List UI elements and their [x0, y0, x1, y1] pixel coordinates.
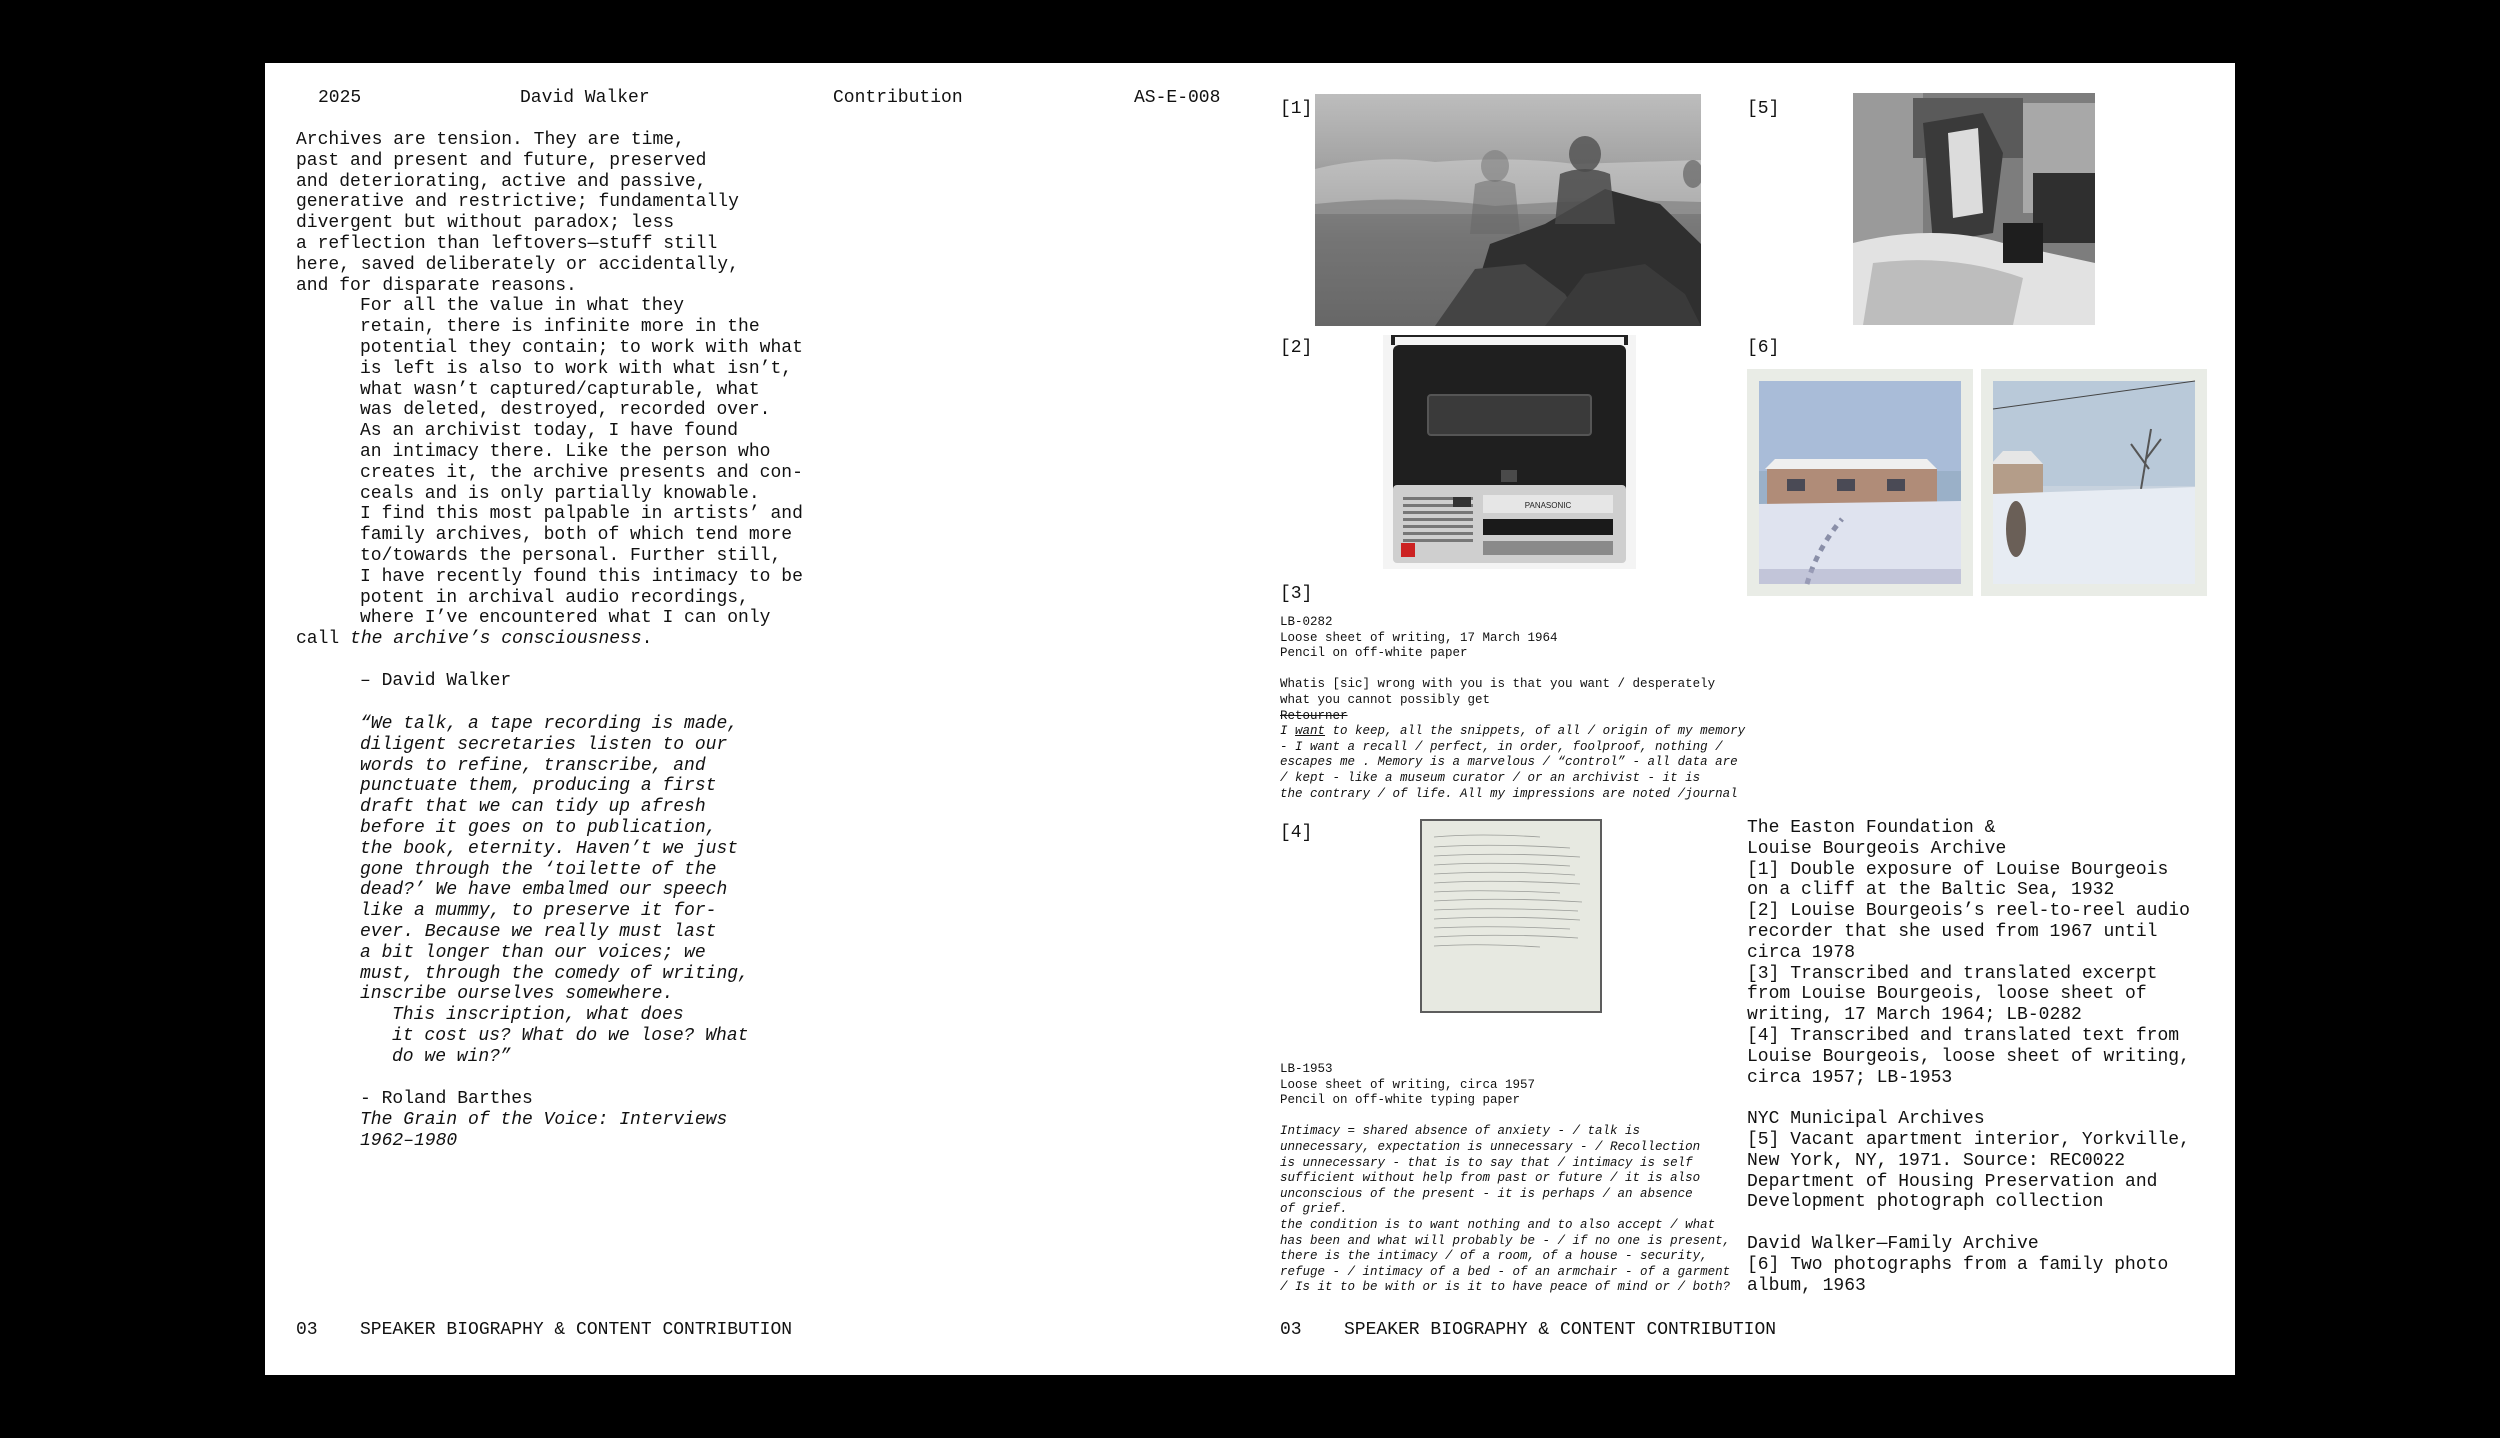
quote-line: a bit longer than our voices; we	[360, 942, 706, 963]
transcription-line: Intimacy = shared absence of anxiety - / talk is	[1280, 1124, 1641, 1139]
credit-line: [4] Transcribed and translated text from	[1747, 1025, 2180, 1046]
transcription-line: the contrary / of life. All my impressions are noted /journal	[1280, 786, 1738, 801]
figure-label-4: [4]	[1280, 823, 1313, 843]
essay-body	[296, 130, 803, 692]
credit-line: New York, NY, 1971. Source: REC0022	[1747, 1150, 2126, 1171]
essay-line: I have recently found this intimacy to be	[360, 566, 803, 587]
essay-line: and for disparate reasons.	[296, 275, 577, 296]
transcription-line: I want to keep, all the snippets, of all / origin of my memory	[1280, 724, 1746, 739]
family-photo-right	[1981, 369, 2207, 596]
quote-line: it cost us? What do we lose? What	[392, 1025, 749, 1046]
footer-page-number: 03	[1280, 1320, 1302, 1340]
transcription-line: the condition is to want nothing and to also accept / what	[1280, 1217, 1716, 1232]
essay-line: For all the value in what they	[360, 296, 685, 317]
quote-line: diligent secretaries listen to our	[360, 734, 728, 755]
credit-line: album, 1963	[1747, 1275, 1866, 1296]
quote-line: do we win?”	[392, 1046, 511, 1067]
snowy-street-image	[1981, 369, 2207, 596]
quote-line: punctuate them, producing a first	[360, 776, 717, 797]
header-code: AS-E-008	[1134, 88, 1221, 108]
credit-line: Development photograph collection	[1747, 1192, 2104, 1213]
credit-line: David Walker—Family Archive	[1747, 1233, 2039, 1254]
credit-line: [5] Vacant apartment interior, Yorkville,	[1747, 1129, 2190, 1150]
handwritten-sheet-photo	[1420, 819, 1602, 1013]
reel-recorder-photo	[1383, 335, 1636, 569]
credit-line: [3] Transcribed and translated excerpt	[1747, 963, 2158, 984]
essay-line: divergent but without paradox; less	[296, 213, 675, 234]
recorder-brand: PANASONIC	[1524, 501, 1572, 510]
essay-paragraph	[296, 130, 803, 296]
essay-line: retain, there is infinite more in the	[360, 317, 760, 338]
quote-line: the book, eternity. Haven’t we just	[360, 838, 739, 859]
credit-line: NYC Municipal Archives	[1747, 1109, 1985, 1130]
essay-signature: – David Walker	[360, 670, 512, 691]
essay-line: ceals and is only partially knowable.	[360, 483, 760, 504]
footer-title: SPEAKER BIOGRAPHY & CONTENT CONTRIBUTION	[360, 1320, 793, 1340]
essay-line: here, saved deliberately or accidentally,	[296, 254, 739, 275]
essay-line: potent in archival audio recordings,	[360, 587, 749, 608]
double-exposure-photo	[1315, 94, 1701, 326]
quote-source	[360, 1110, 727, 1152]
credit-line: Louise Bourgeois Archive	[1747, 838, 2007, 859]
credit-line: from Louise Bourgeois, loose sheet of	[1747, 984, 2147, 1005]
handwriting-sheet-image	[1420, 819, 1602, 1013]
essay-line: what wasn’t captured/capturable, what	[360, 379, 760, 400]
vacant-apartment-image	[1853, 93, 2095, 325]
essay-paragraph	[296, 296, 803, 421]
figure-label-6: [6]	[1747, 338, 1780, 358]
footer-title: SPEAKER BIOGRAPHY & CONTENT CONTRIBUTION	[1344, 1320, 1777, 1340]
document-description: Loose sheet of writing, circa 1957	[1280, 1077, 1536, 1092]
transcription-line: sufficient without help from past or future / it is also	[1280, 1171, 1701, 1186]
quote-line: dead?’ We have embalmed our speech	[360, 880, 728, 901]
credit-line: circa 1978	[1747, 942, 1856, 963]
quote-line: This inscription, what does	[392, 1005, 684, 1026]
document-id: LB-0282	[1280, 615, 1333, 629]
transcription-line: / kept - like a museum curator / or an archivist - it is	[1280, 770, 1701, 785]
credit-line: [1] Double exposure of Louise Bourgeois	[1747, 859, 2169, 880]
credit-line: writing, 17 March 1964; LB-0282	[1747, 1005, 2082, 1026]
quote-line: draft that we can tidy up afresh	[360, 797, 706, 818]
essay-line: to/towards the personal. Further still,	[360, 545, 782, 566]
transcription-line: unconscious of the present - it is perhaps / an absence	[1280, 1186, 1693, 1201]
quote-source-line: The Grain of the Voice: Interviews	[360, 1110, 728, 1130]
essay-line: is left is also to work with what isn’t,	[360, 358, 793, 379]
transcription-line: has been and what will probably be - / if no one is present,	[1280, 1233, 1731, 1248]
transcription-line: - I want a recall / perfect, in order, foolproof, nothing /	[1280, 739, 1723, 754]
credit-line: [6] Two photographs from a family photo	[1747, 1254, 2169, 1275]
essay-line: an intimacy there. Like the person who	[360, 441, 771, 462]
struck-word: Retourner	[1280, 708, 1348, 723]
credit-line: Louise Bourgeois, loose sheet of writing,	[1747, 1046, 2190, 1067]
cliff-figures-image	[1315, 94, 1701, 326]
essay-line: was deleted, destroyed, recorded over.	[360, 400, 771, 421]
essay-line: As an archivist today, I have found	[360, 421, 739, 442]
essay-last-line: call the archive’s consciousness.	[296, 629, 653, 650]
quote-source-line: 1962–1980	[360, 1130, 458, 1151]
transcription-line: there is the intimacy / of a room, of a house - security,	[1280, 1249, 1708, 1264]
header-section: Contribution	[833, 88, 963, 108]
essay-line: family archives, both of which tend more	[360, 525, 793, 546]
credit-line: [2] Louise Bourgeois’s reel-to-reel audio	[1747, 901, 2190, 922]
transcription-line: what you cannot possibly get	[1280, 692, 1491, 707]
audio-recorder-image	[1383, 335, 1636, 569]
essay-line: creates it, the archive presents and con-	[360, 462, 803, 483]
quote-line: inscribe ourselves somewhere.	[360, 984, 674, 1005]
header-author: David Walker	[520, 88, 650, 108]
credit-line: on a cliff at the Baltic Sea, 1932	[1747, 880, 2115, 901]
quote-line: before it goes on to publication,	[360, 817, 717, 838]
document-medium: Pencil on off-white paper	[1280, 646, 1468, 661]
quote-line: ever. Because we really must last	[360, 921, 717, 942]
credit-line: recorder that she used from 1967 until	[1747, 921, 2158, 942]
credit-line: Department of Housing Preservation and	[1747, 1171, 2158, 1192]
document-medium: Pencil on off-white typing paper	[1280, 1093, 1521, 1108]
quote-attribution: - Roland Barthes	[360, 1089, 533, 1109]
transcription-line: Whatis [sic] wrong with you is that you want / desperately	[1280, 677, 1716, 692]
document-id: LB-1953	[1280, 1062, 1333, 1076]
quote-line: “We talk, a tape recording is made,	[360, 714, 739, 734]
apartment-interior-photo	[1853, 93, 2095, 325]
transcription-lb-0282	[1280, 615, 1745, 802]
transcription-line: escapes me . Memory is a marvelous / “control” - all data are	[1280, 755, 1738, 770]
document-description: Loose sheet of writing, 17 March 1964	[1280, 630, 1558, 645]
transcription-lb-1953	[1280, 1062, 1730, 1296]
essay-line: Archives are tension. They are time,	[296, 130, 685, 150]
header-year: 2025	[318, 88, 362, 108]
figure-label-3: [3]	[1280, 584, 1313, 604]
essay-line: and deteriorating, active and passive,	[296, 171, 707, 192]
essay-line: a reflection than leftovers—stuff still	[296, 233, 718, 254]
quote-line: gone through the ‘toilette of the	[360, 859, 717, 880]
figure-label-5: [5]	[1747, 99, 1780, 119]
credit-line: The Easton Foundation &	[1747, 818, 1996, 838]
figure-label-2: [2]	[1280, 338, 1313, 358]
credit-line: circa 1957; LB-1953	[1747, 1067, 1953, 1088]
image-credits	[1747, 818, 2190, 1296]
transcription-line: refuge - / intimacy of a bed - of an armchair - of a garment	[1280, 1264, 1731, 1279]
transcription-line: unnecessary, expectation is unnecessary - / Recollection	[1280, 1139, 1701, 1154]
family-photo-left	[1747, 369, 1973, 596]
essay-line: past and present and future, preserved	[296, 150, 707, 171]
essay-line: I find this most palpable in artists’ and	[360, 504, 803, 525]
transcription-line: of grief.	[1280, 1202, 1348, 1217]
essay-line: where I’ve encountered what I can only	[360, 608, 771, 629]
essay-line: potential they contain; to work with what	[360, 337, 803, 358]
quote-block	[360, 714, 749, 1068]
quote-line: words to refine, transcribe, and	[360, 755, 706, 776]
snowy-house-image	[1747, 369, 1973, 596]
essay-line: generative and restrictive; fundamentally	[296, 192, 739, 213]
footer-page-number: 03	[296, 1320, 318, 1340]
book-spread	[265, 63, 2235, 1375]
transcription-line: / Is it to be with or is it to have peace of mind or / both?	[1280, 1280, 1731, 1295]
figure-label-1: [1]	[1280, 99, 1313, 119]
transcription-line: is unnecessary - that is to say that / intimacy is self	[1280, 1155, 1693, 1170]
quote-line: must, through the comedy of writing,	[360, 963, 749, 984]
essay-paragraph	[296, 421, 803, 629]
quote-line: like a mummy, to preserve it for-	[360, 901, 717, 922]
